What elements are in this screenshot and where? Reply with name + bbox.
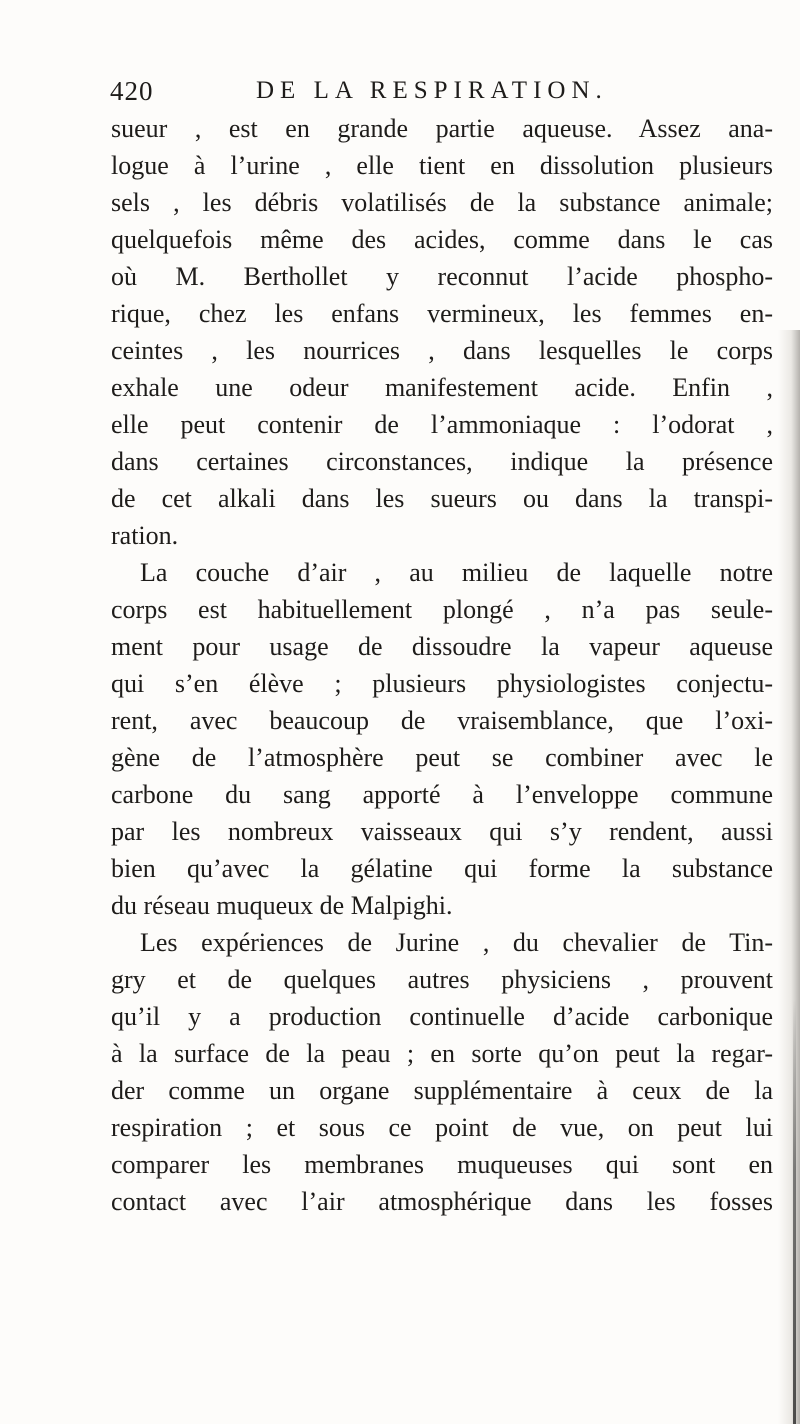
text-line: respiration ; et sous ce point de vue, on peut lui xyxy=(111,1113,773,1142)
text-line: sueur , est en grande partie aqueuse. Assez ana- xyxy=(111,114,773,143)
text-line: sels , les débris volatilisés de la substance animale; xyxy=(111,188,773,217)
text-line: ceintes , les nourrices , dans lesquelles le corps xyxy=(111,336,773,365)
text-line: comparer les membranes muqueuses qui sont en xyxy=(111,1150,773,1179)
text-line: qu’il y a production continuelle d’acide carbonique xyxy=(111,1002,773,1031)
page-edge-line xyxy=(793,1000,796,1424)
page-number: 420 xyxy=(110,76,154,106)
text-line: elle peut contenir de l’ammoniaque : l’odorat , xyxy=(111,410,773,439)
text-line: quelquefois même des acides, comme dans le cas xyxy=(111,225,773,254)
body-text xyxy=(111,110,773,1220)
text-line: dans certaines circonstances, indique la présence xyxy=(111,447,773,476)
text-line: gry et de quelques autres physiciens , prouvent xyxy=(111,965,773,994)
paragraph-start-line: La couche d’air , au milieu de laquelle notre xyxy=(140,558,773,587)
page-edge-shadow xyxy=(778,330,800,1424)
text-line: à la surface de la peau ; en sorte qu’on peut la regar- xyxy=(111,1039,773,1068)
text-line: bien qu’avec la gélatine qui forme la substance xyxy=(111,854,773,883)
text-line: rent, avec beaucoup de vraisemblance, que l’oxi- xyxy=(111,706,773,735)
text-line: der comme un organe supplémentaire à ceux de la xyxy=(111,1076,773,1105)
text-line: ration. xyxy=(111,521,179,550)
paragraph-start-line: Les expériences de Jurine , du chevalier de Tin- xyxy=(140,928,773,957)
text-line: contact avec l’air atmosphérique dans les fosses xyxy=(111,1187,773,1216)
text-line: exhale une odeur manifestement acide. Enfin , xyxy=(111,373,773,402)
running-head: DE LA RESPIRATION. xyxy=(256,77,608,104)
page-header xyxy=(110,76,710,112)
text-line: ment pour usage de dissoudre la vapeur aqueuse xyxy=(111,632,773,661)
text-line: gène de l’atmosphère peut se combiner avec le xyxy=(111,743,773,772)
text-line: rique, chez les enfans vermineux, les femmes en- xyxy=(111,299,773,328)
text-line: logue à l’urine , elle tient en dissolution plusieurs xyxy=(111,151,773,180)
text-line: du réseau muqueux de Malpighi. xyxy=(111,891,453,920)
text-line: par les nombreux vaisseaux qui s’y rendent, aussi xyxy=(111,817,773,846)
text-line: carbone du sang apporté à l’enveloppe commune xyxy=(111,780,773,809)
text-line: de cet alkali dans les sueurs ou dans la transpi- xyxy=(111,484,773,513)
text-line: corps est habituellement plongé , n’a pas seule- xyxy=(111,595,773,624)
text-line: où M. Berthollet y reconnut l’acide phospho- xyxy=(111,262,773,291)
text-line: qui s’en élève ; plusieurs physiologistes conjectu- xyxy=(111,669,773,698)
